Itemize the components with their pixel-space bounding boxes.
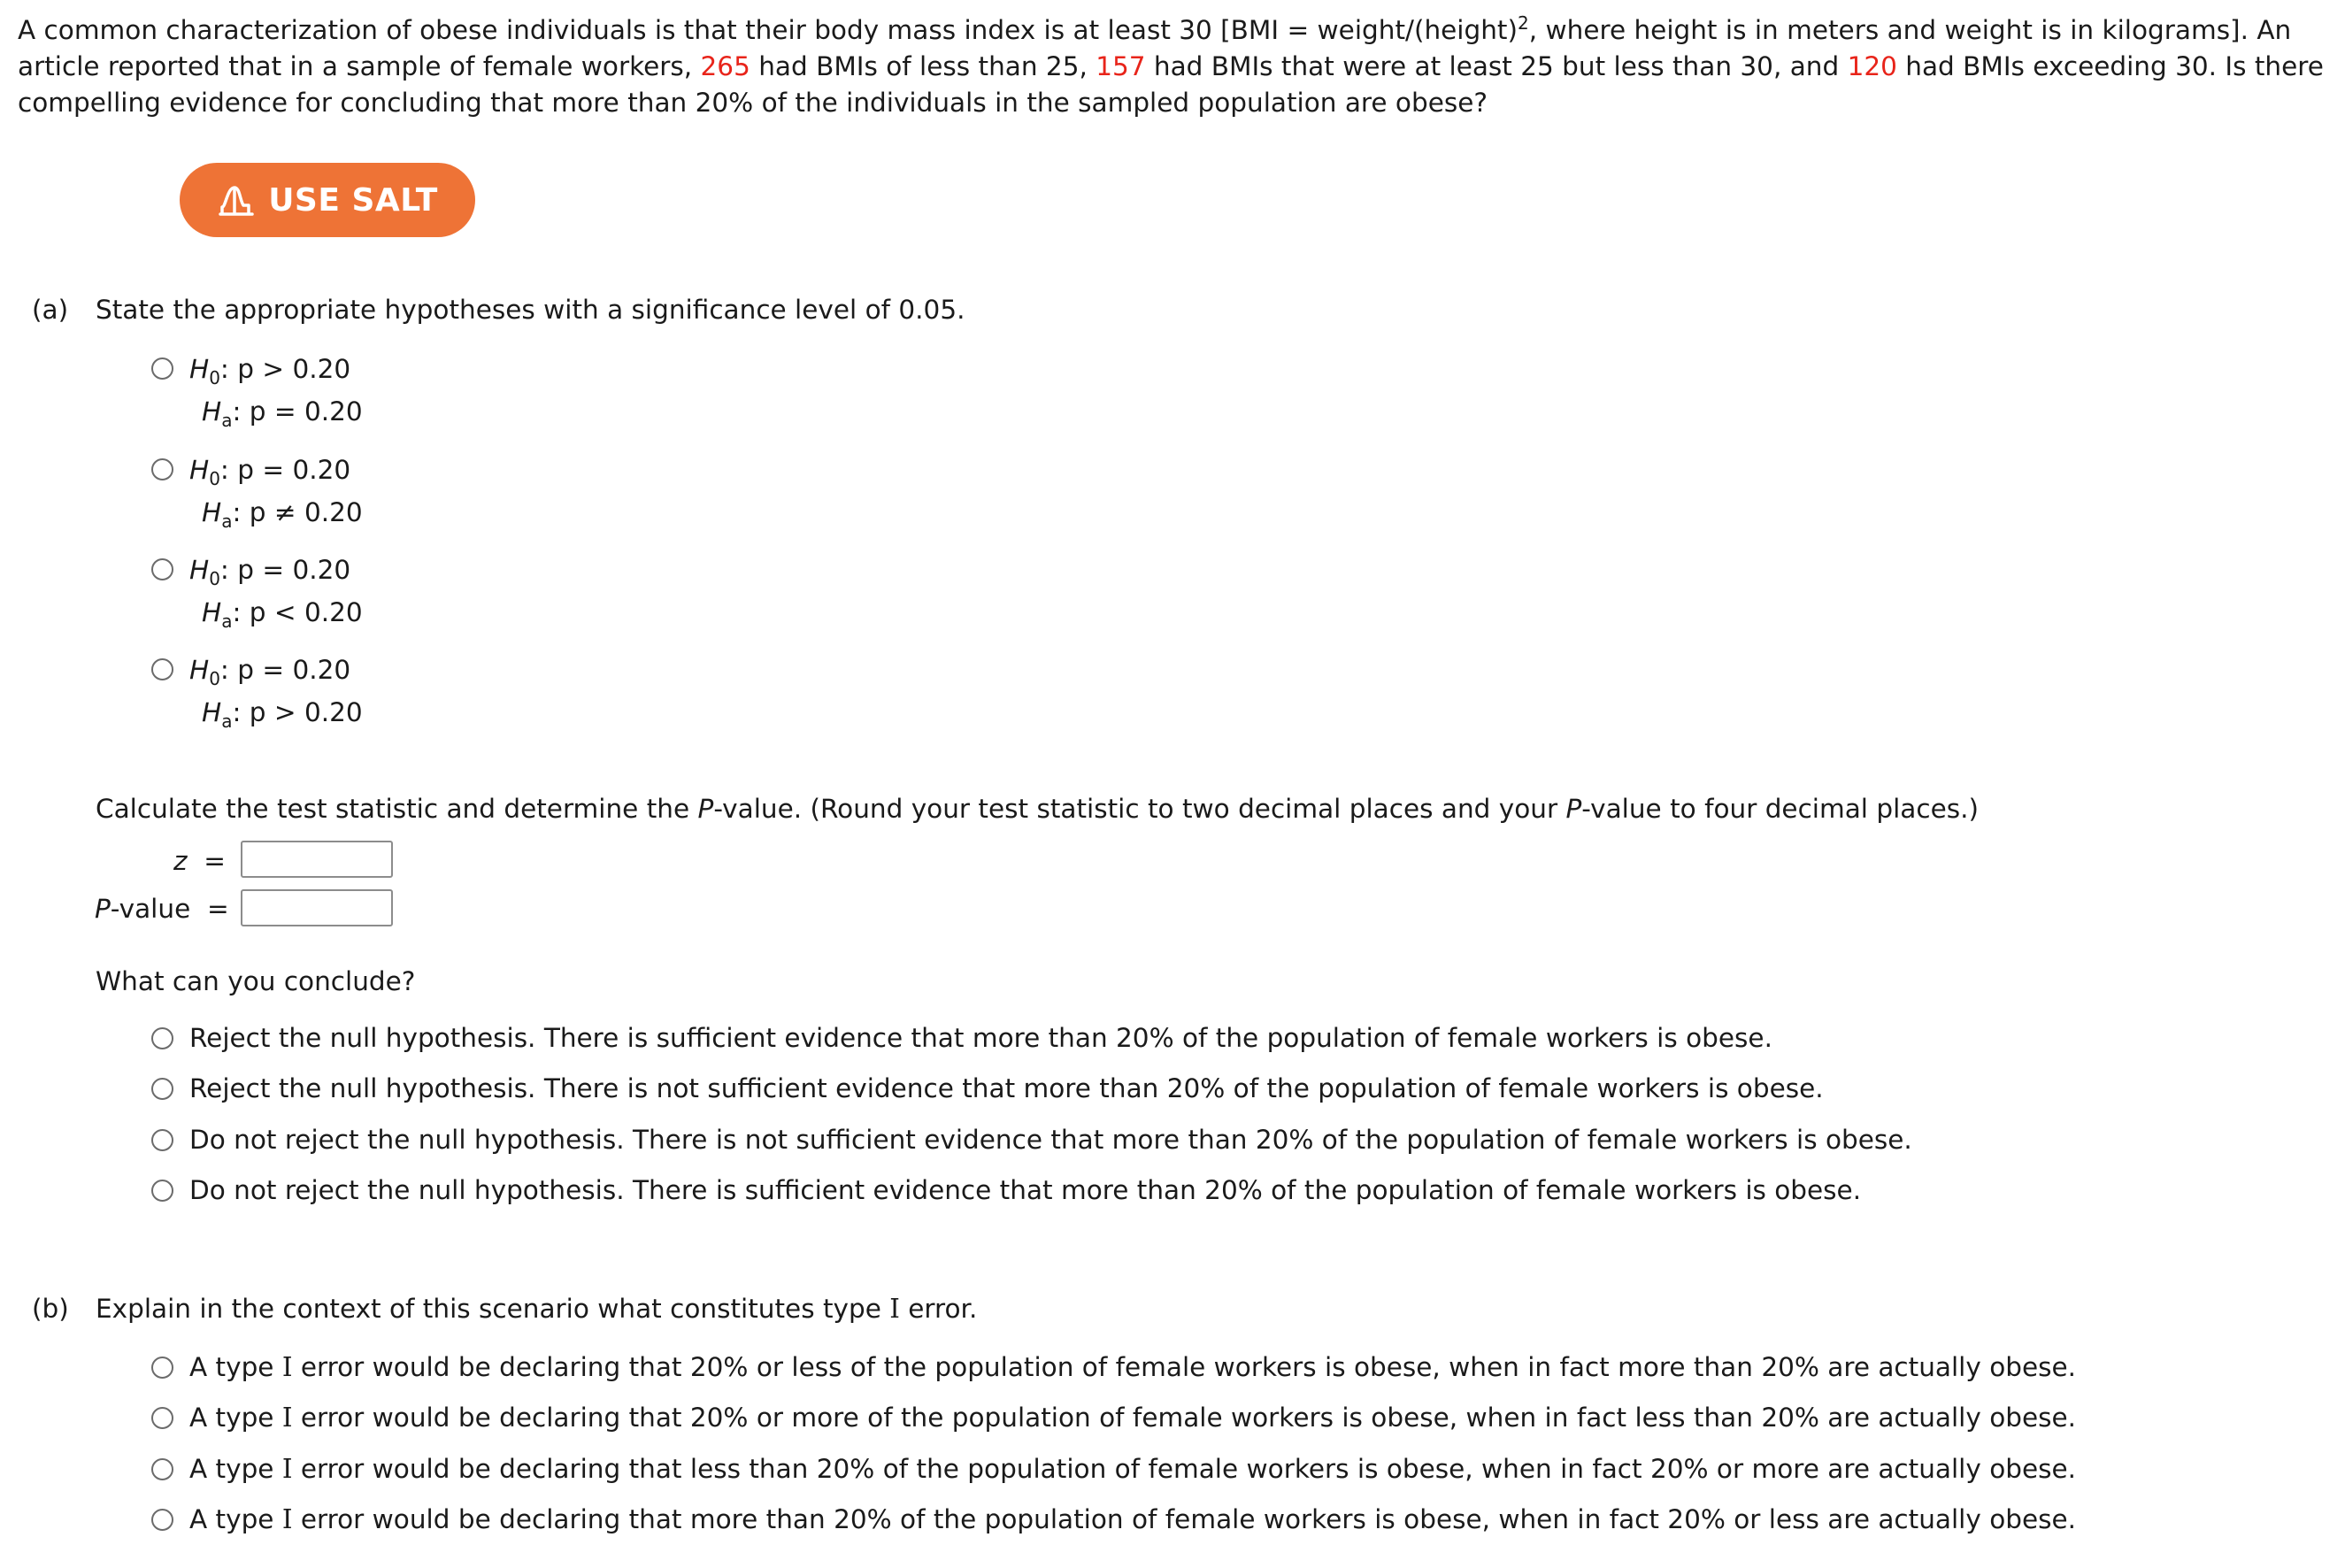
h0-relation: p = 0.20 — [237, 655, 351, 685]
intro-text-1: A common characterization of obese individuals is that their body mass index is at least 30 [BMI = weight/(height) — [18, 15, 1518, 45]
calc-prompt-p: P — [697, 794, 714, 824]
ha-symbol: H — [202, 497, 222, 527]
error-radio-4[interactable] — [151, 1509, 173, 1531]
hypothesis-option-3: $H_0$: p = 0.20 $H_a$: p < 0.20 — [189, 555, 363, 632]
conclusion-radio-4[interactable] — [151, 1180, 173, 1202]
ha-sub: a — [221, 610, 233, 632]
ha-relation: p < 0.20 — [249, 597, 363, 627]
ha-symbol: H — [202, 597, 222, 627]
error-option-roman: I — [281, 1403, 293, 1433]
conclude-prompt: What can you conclude? — [96, 966, 416, 996]
ha-symbol: H — [202, 396, 222, 427]
part-a-prompt: State the appropriate hypotheses with a significance level of 0.05. — [96, 295, 965, 325]
h0-relation: p = 0.20 — [237, 555, 351, 585]
h0-symbol: H — [189, 455, 210, 485]
ha-symbol: H — [202, 697, 222, 727]
count-25-to-30: 157 — [1096, 51, 1146, 81]
count-over-30: 120 — [1847, 51, 1897, 81]
conclusion-option-3: Do not reject the null hypothesis. There is not sufficient evidence that more than 20% of the population of female workers is obese. — [189, 1125, 1912, 1155]
calc-prompt-p2: P — [1565, 794, 1582, 824]
part-b-prompt-text-1: Explain in the context of this scenario what constitutes type — [96, 1294, 890, 1324]
intro-text-5: had BMIs exceeding 30. Is there compelling evidence for concluding that more than 20% of the individuals in the sampled population are obese? — [18, 51, 2324, 118]
z-input[interactable] — [241, 841, 393, 878]
conclusion-option-1: Reject the null hypothesis. There is sufficient evidence that more than 20% of the population of female workers is obese. — [189, 1023, 1772, 1053]
h0-sub: 0 — [209, 366, 220, 388]
error-option-text-a: A type — [189, 1454, 282, 1484]
error-option-text-b: error would be declaring that 20% or more of the population of female workers is obese, when in fact less than 20% are actually obese. — [292, 1403, 2077, 1433]
z-equals: = — [204, 846, 226, 876]
intro-text-3: had BMIs of less than 25, — [750, 51, 1096, 81]
count-under-25: 265 — [700, 51, 750, 81]
error-radio-3[interactable] — [151, 1458, 173, 1480]
h0-sub: 0 — [209, 467, 220, 489]
h0-relation: p = 0.20 — [237, 455, 351, 485]
calc-prompt-text-1: Calculate the test statistic and determine the — [96, 794, 698, 824]
error-option-2 — [189, 1403, 2076, 1433]
error-option-3 — [189, 1454, 2076, 1484]
hypothesis-option-4: $H_0$: p = 0.20 $H_a$: p > 0.20 — [189, 655, 363, 732]
h0-symbol: H — [189, 354, 210, 384]
error-option-roman: I — [281, 1504, 293, 1534]
h0-symbol: H — [189, 555, 210, 585]
pvalue-rest: -value — [110, 894, 191, 924]
error-option-roman: I — [281, 1352, 293, 1382]
calc-prompt — [96, 794, 1979, 824]
part-a-label: (a) — [32, 295, 69, 325]
calc-prompt-text-3: -value to four decimal places.) — [1581, 794, 1980, 824]
use-salt-label: USE SALT — [268, 181, 438, 219]
exponent: 2 — [1518, 12, 1529, 35]
pvalue-label — [95, 894, 229, 924]
error-option-text-a: A type — [189, 1403, 282, 1433]
ha-relation: p > 0.20 — [249, 697, 363, 727]
h0-relation: p > 0.20 — [237, 354, 351, 384]
part-b-label: (b) — [32, 1294, 69, 1324]
h0-sub: 0 — [209, 567, 220, 589]
problem-statement — [18, 12, 2327, 121]
ha-sub: a — [221, 409, 233, 431]
h0-symbol: H — [189, 655, 210, 685]
salt-chart-icon — [217, 181, 256, 219]
error-option-text-a: A type — [189, 1352, 282, 1382]
pvalue-p: P — [95, 894, 111, 924]
error-option-text-a: A type — [189, 1504, 282, 1534]
z-symbol: z — [173, 846, 188, 876]
ha-relation: p ≠ 0.20 — [249, 497, 363, 527]
error-radio-2[interactable] — [151, 1407, 173, 1429]
conclusion-option-4: Do not reject the null hypothesis. There is sufficient evidence that more than 20% of the population of female workers is obese. — [189, 1175, 1862, 1205]
conclusion-radio-3[interactable] — [151, 1129, 173, 1151]
part-b-prompt-text-2: error. — [899, 1294, 978, 1324]
ha-relation: p = 0.20 — [249, 396, 363, 427]
error-option-text-b: error would be declaring that less than 20% of the population of female workers is obese, when in fact 20% or more are actually obese. — [292, 1454, 2077, 1484]
part-b-prompt — [96, 1294, 977, 1324]
hypothesis-option-1: $H_0$: p > 0.20 $H_a$: p = 0.20 — [189, 354, 363, 431]
conclusion-radio-1[interactable] — [151, 1027, 173, 1049]
hypothesis-radio-3[interactable] — [151, 558, 173, 580]
ha-sub: a — [221, 710, 233, 732]
error-option-text-b: error would be declaring that more than 20% of the population of female workers is obese, when in fact 20% or less are actually obese. — [292, 1504, 2077, 1534]
error-radio-1[interactable] — [151, 1357, 173, 1379]
error-option-text-b: error would be declaring that 20% or less of the population of female workers is obese, when in fact more than 20% are actually obese. — [292, 1352, 2077, 1382]
intro-text-2: , where height is in meters and weight is in kilograms]. An article reported that in a sample of female workers, — [18, 15, 2292, 81]
intro-text-4: had BMIs that were at least 25 but less than 30, and — [1145, 51, 1848, 81]
error-option-1 — [189, 1352, 2076, 1382]
hypothesis-radio-2[interactable] — [151, 458, 173, 480]
h0-sub: 0 — [209, 667, 220, 689]
pvalue-input[interactable] — [241, 889, 393, 926]
error-option-roman: I — [281, 1454, 293, 1484]
ha-sub: a — [221, 510, 233, 532]
conclusion-option-2: Reject the null hypothesis. There is not sufficient evidence that more than 20% of the population of female workers is obese. — [189, 1073, 1824, 1103]
z-label — [173, 846, 226, 876]
hypothesis-radio-4[interactable] — [151, 658, 173, 680]
hypothesis-radio-1[interactable] — [151, 357, 173, 380]
use-salt-button[interactable] — [180, 163, 475, 237]
hypothesis-option-2: $H_0$: p = 0.20 $H_a$: p ≠ 0.20 — [189, 455, 363, 532]
intro-paragraph — [18, 12, 2327, 121]
conclusion-radio-2[interactable] — [151, 1078, 173, 1100]
part-b-roman: I — [889, 1294, 900, 1324]
calc-prompt-text-2: -value. (Round your test statistic to two decimal places and your — [713, 794, 1566, 824]
pvalue-equals: = — [207, 894, 229, 924]
error-option-4 — [189, 1504, 2076, 1534]
